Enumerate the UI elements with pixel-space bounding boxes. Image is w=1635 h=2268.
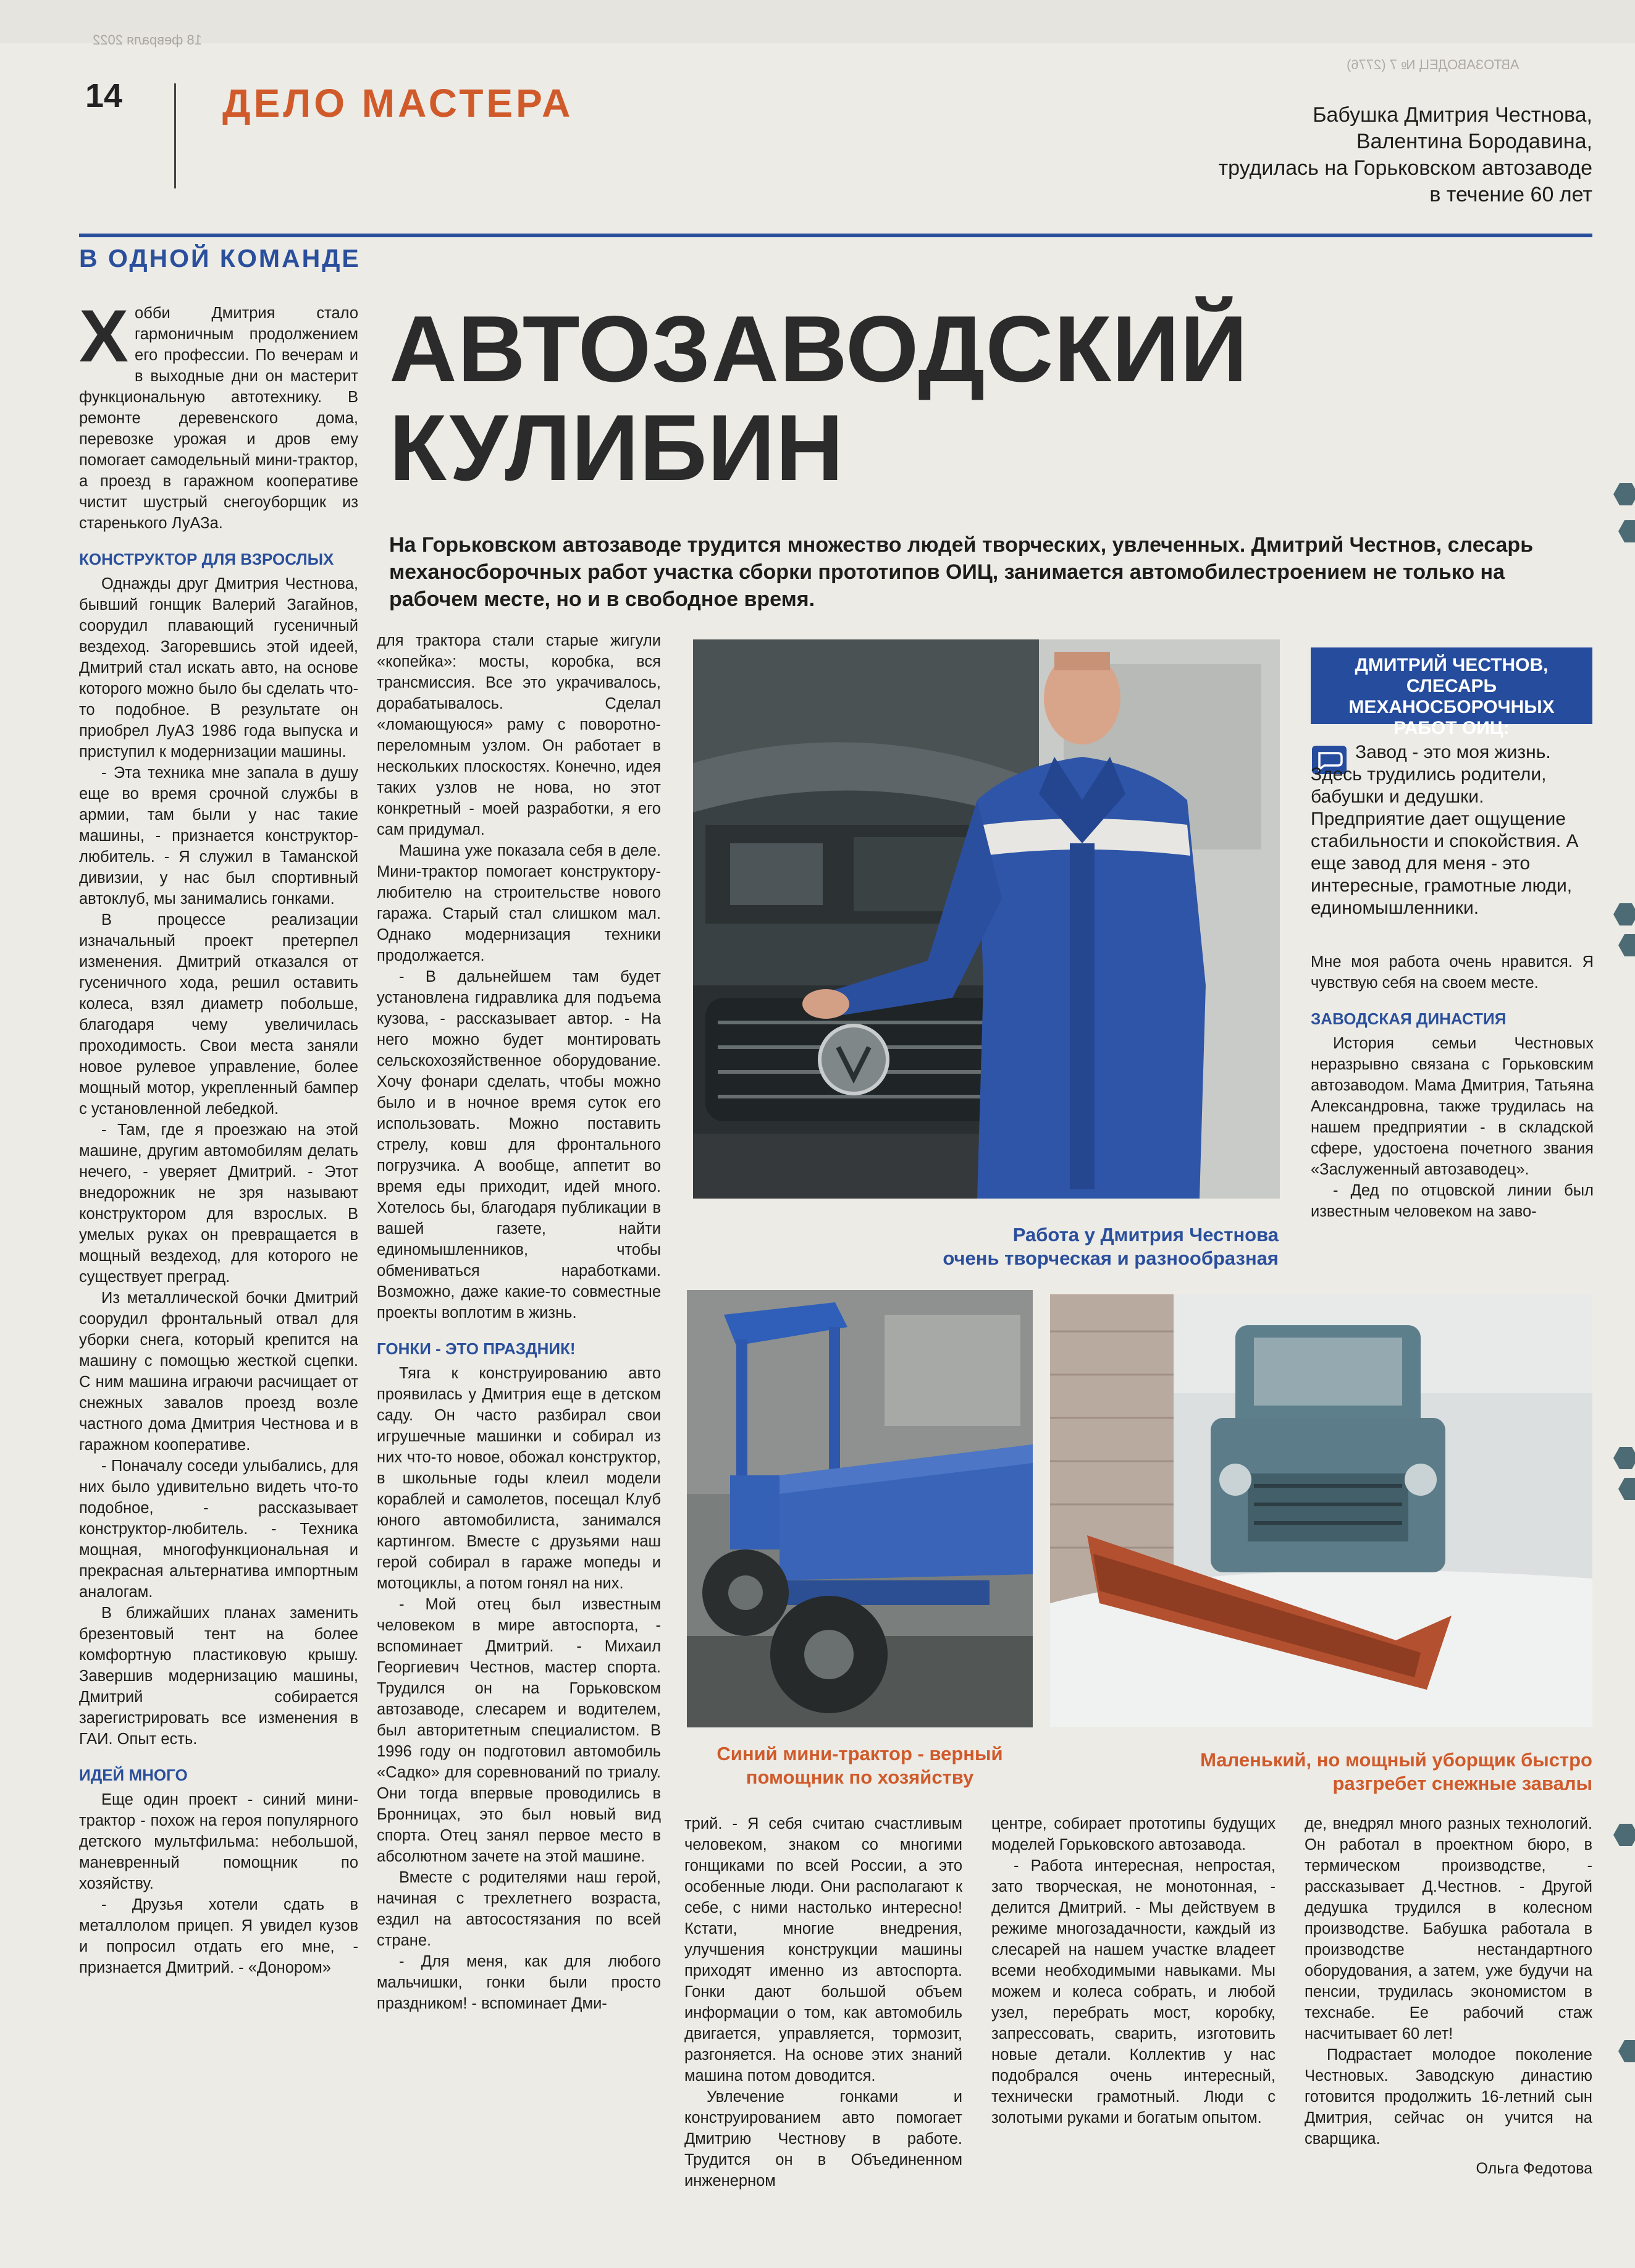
intro-paragraph: обби Дмитрия стало гармоничным продолжением его профессии. По вечерам и в выходные дни он мастерит функциональную автотехнику. В ремонте деревенского дома, перевозке урожая и дров ему помогает самодельный мини-трактор, а проезд в гаражном кооперативе чистит шустрый снегоуборщик из старенького ЛуАЗа.: [79, 305, 358, 532]
paragraph: История семьи Честновых неразрывно связана с Горьковским автозаводом. Мама Дмитрия, Татьяна Александровна, также трудилась на нашем предприятии - в складской сфере, удостоена почетного звания «Заслуженный автозаводец».: [1311, 1035, 1594, 1178]
tractor-photo: [687, 1290, 1033, 1727]
margin-hex-decoration: [1613, 1446, 1635, 1470]
header-quote: [1050, 102, 1592, 208]
quote-tail: Мне моя работа очень нравится. Я чувствую себя на своем месте.: [1311, 953, 1594, 992]
paragraph: Тяга к конструированию авто проявилась у Дмитрия еще в детском саду. Он часто разбирал свои игрушечные машинки и собирал из них что-то новое, обожал конструктор, в школьные годы клеил модели кораблей и самолетов, посещал Клуб юного автомобилиста, занимался картингом. Вместе с друзьями наш герой собирал в гараже мопеды и мотоциклы, а потом гонял на них.: [377, 1365, 661, 1592]
column-5: [1305, 1813, 1592, 2179]
top-strip-right: АВТОЗАВОДЕЦ № 7 (2776): [1347, 57, 1519, 72]
rubric: В ОДНОЙ КОМАНДЕ: [79, 244, 361, 272]
sidebar-quote-box: [1311, 647, 1592, 738]
paragraph: - Поначалу соседи улыбались, для них было удивительно видеть что-то подобное, - рассказывает конструктор-любитель. - Техника мощная, многофункциональная и прекрасная альтернатива импортным аналогам.: [79, 1457, 358, 1601]
paragraph: Увлечение гонками и конструированием авто помогает Дмитрию Честнову в работе. Трудится он в Объединенном инженерном: [684, 2088, 962, 2190]
sidebar-quote: Завод - это моя жизнь. Здесь трудились родители, бабушки и дедушки. Предприятие дает ощущение стабильности и спокойствия. А еще завод для меня - это интересные, грамотные люди, единомышленники.: [1311, 742, 1579, 918]
main-photo-illustration: [693, 639, 1280, 1199]
main-photo-caption: [698, 1223, 1279, 1270]
subhead-constructor: КОНСТРУКТОР ДЛЯ ВЗРОСЛЫХ: [79, 550, 334, 568]
paragraph: центре, собирает прототипы будущих моделей Горьковского автозавода.: [991, 1815, 1276, 1853]
section-title: ДЕЛО МАСТЕРА: [222, 81, 574, 125]
column-1: [79, 295, 358, 1978]
paragraph: Однажды друг Дмитрия Честнова, бывший гонщик Валерий Загайнов, соорудил плавающий гусеничный вездеход. Загоревшись этой идеей, Дмитрий стал искать авто, на основе которого можно было бы сделать что-то подобное. В результате он приобрел ЛуАЗ 1986 года выпуска и приступил к модернизации машины.: [79, 575, 358, 761]
header-rule: [79, 234, 1592, 237]
paragraph: - Там, где я проезжаю на этой машине, другим автомобилям делать нечего, - уверяет Дмитрий. - Этот внедорожник не зря называют конструктором для взрослых. В умелых руках он превращается в мощный вездеход, для которого не существует преград.: [79, 1121, 358, 1286]
paragraph: для трактора стали старые жигули «копейка»: мосты, коробка, вся трансмиссия. Все это украчивалось, дорабатывалось. Сделал «ломающуюся» раму с поворотно-переломным узлом. Он работает в нескольких плоскостях. Конечно, идея таких узлов не нова, но этот конкретный - моей разработки, я его сам придумал.: [377, 632, 661, 838]
caption-line: Синий мини-трактор - верный: [717, 1743, 1003, 1764]
header-quote-line: в течение 60 лет: [1429, 183, 1592, 206]
margin-hex-decoration: [1618, 519, 1635, 544]
paragraph: - Мой отец был известным человеком в мире автоспорта, - вспоминает Дмитрий. - Михаил Георгиевич Честнов, мастер спорта. Трудился он на Горьковском автозаводе, слесарем и водителем, был авторитетным специалистом. В 1996 году он подготовил автомобиль «Садко» для соревнований по триалу. Они тогда впервые проводились в Бронницах, это был новый вид спорта. Отец занял первое место в абсолютном зачете на этой машине.: [377, 1596, 661, 1865]
paragraph: В ближайших планах заменить брезентовый тент на более комфортную пластиковую крышу. Завершив модернизацию машины, Дмитрий собирается зарегистрировать все изменения в ГАИ. Опыт есть.: [79, 1604, 358, 1748]
lead: На Горьковском автозаводе трудится множество людей творческих, увлеченных. Дмитрий Честнов, слесарь механосборочных работ участка сборки прототипов ОИЦ, занимается автомобилестроением не только на рабочем месте, но и в свободное время.: [389, 533, 1534, 611]
subhead-racing: ГОНКИ - ЭТО ПРАЗДНИК!: [377, 1339, 576, 1358]
paragraph: трий. - Я себя считаю счастливым человеком, знаком со многими гонщиками по всей России, а это особенные люди. Они располагают к себе, с ними настолько интересно! Кстати, многие внедрения, улучшения конструкции машины приходят именно из автоспорта. Гонки дают большой объем информации о том, как автомобиль двигается, управляется, тормозит, разгоняется. На основе этих знаний машина потом доводится.: [684, 1815, 962, 2085]
caption-line: Работа у Дмитрия Честнова: [1012, 1224, 1279, 1246]
margin-hex-decoration: [1613, 902, 1635, 927]
margin-hex-decoration: [1618, 2039, 1635, 2064]
headline-line: АВТОЗАВОДСКИЙ: [389, 297, 1248, 402]
caption-line: очень творческая и разнообразная: [943, 1247, 1279, 1269]
caption-line: разгребет снежные завалы: [1332, 1773, 1592, 1794]
paragraph: Из металлической бочки Дмитрий соорудил фронтальный отвал для уборки снега, который крепится на машину с помощью жесткой сцепки. С ним машина играючи расчищает от снежных завалов проезд возле частного дома Дмитрия Честнова и в гаражном кооперативе.: [79, 1289, 358, 1454]
snowplow-photo: [1050, 1294, 1592, 1727]
author-signature: Ольга Федотова: [1476, 2160, 1592, 2177]
header-divider: [174, 83, 176, 188]
paragraph: де, внедрял много разных технологий. Он работал в проектном бюро, в термическом производстве, - рассказывает Д.Честнов. - Другой дедушка трудился в колесном производстве. Бабушка работала в производстве нестандартного оборудования, а затем, уже будучи на пенсии, трудилась экономистом в техснабе. Ее рабочий стаж насчитывает 60 лет!: [1305, 1815, 1592, 2042]
headline-line: КУЛИБИН: [389, 395, 844, 500]
paragraph: Вместе с родителями наш герой, начиная с трехлетнего возраста, ездил на автосостязания по всей стране.: [377, 1869, 661, 1949]
dropcap: Х: [79, 295, 129, 377]
paragraph: В процессе реализации изначальный проект претерпел изменения. Дмитрий отказался от гусеничного хода, решил оставить колеса, взял диаметр побольше, благодаря чему увеличилась проходимость. Свои места заняли новое рулевое управление, более мощный мотор, укрепленный бампер с установленной лебедкой.: [79, 911, 358, 1118]
header-quote-line: Бабушка Дмитрия Честнова,: [1313, 103, 1592, 127]
snowplow-caption: [1050, 1748, 1592, 1795]
snowplow-illustration: [1050, 1294, 1592, 1727]
headline: [389, 297, 1248, 500]
paragraph: Подрастает молодое поколение Честновых. Заводскую династию готовится продолжить 16-летний сын Дмитрия, сейчас он учится на сварщика.: [1305, 2046, 1592, 2148]
paragraph: - Друзья хотели сдать в металлолом прицеп. Я увидел кузов и попросил отдать его мне, - признается Дмитрий. - «Донором»: [79, 1896, 358, 1976]
sidebar-box-title: ДМИТРИЙ ЧЕСТНОВ, СЛЕСАРЬ МЕХАНОСБОРОЧНЫХ РАБОТ ОИЦ:: [1348, 655, 1555, 738]
top-strip-left: 18 февраля 2022: [93, 32, 202, 48]
paragraph: - Для меня, как для любого мальчишки, гонки были просто праздником! - вспоминает Дми-: [377, 1953, 661, 2012]
main-photo: [693, 639, 1280, 1199]
page-number: 14: [85, 77, 123, 114]
header-quote-line: Валентина Бородавина,: [1356, 130, 1592, 153]
paragraph: Еще один проект - синий мини-трактор - похож на героя популярного детского мультфильма: небольшой, маневренный помощник по хозяйству.: [79, 1791, 358, 1892]
paragraph: - Работа интересная, непростая, зато творческая, не монотонная, - делится Дмитрий. - Мы действуем в режиме многозадачности, каждый из слесарей на нашем участке владеет всеми необходимыми навыками. Мы можем и колеса собрать, и любой узел, перебрать мост, коробку, запрессовать, сварить, изготовить новые детали. Коллектив у нас подобрался очень интересный, технически грамотный. Люди с золотыми руками и богатым опытом.: [991, 1857, 1276, 2127]
margin-hex-decoration: [1613, 482, 1635, 507]
paragraph: Машина уже показала себя в деле. Мини-трактор помогает конструктору-любителю на строительстве нового гаража. Старый стал слишком мал. Однако модернизация техники продолжается.: [377, 842, 661, 964]
subhead-ideas: ИДЕЙ МНОГО: [79, 1766, 188, 1784]
tractor-caption: [687, 1742, 1033, 1789]
paragraph: - Эта техника мне запала в душу еще во время срочной службы в армии, там были у нас такие машины, - признается конструктор-любитель. - Я служил в Таманской дивизии, у нас был спортивный автоклуб, мы занимались гонками.: [79, 764, 358, 908]
subhead-dynasty: ЗАВОДСКАЯ ДИНАСТИЯ: [1311, 1010, 1507, 1028]
header-quote-line: трудилась на Горьковском автозаводе: [1218, 156, 1592, 180]
caption-line: помощник по хозяйству: [746, 1766, 974, 1788]
caption-line: Маленький, но мощный уборщик быстро: [1200, 1749, 1592, 1771]
column-4: [991, 1813, 1276, 2128]
margin-hex-decoration: [1613, 1823, 1635, 1847]
sidebar-column: [1311, 951, 1594, 1222]
margin-hex-decoration: [1618, 1477, 1635, 1501]
column-2: [377, 630, 661, 2014]
paragraph: - Дед по отцовской линии был известным человеком на заво-: [1311, 1182, 1594, 1220]
margin-hex-decoration: [1618, 933, 1635, 958]
tractor-illustration: [687, 1290, 1033, 1727]
paragraph: - В дальнейшем там будет установлена гидравлика для подъема кузова, - рассказывает автор. - На него можно будет монтировать сельскохозяйственное оборудование. Хочу фонари сделать, чтобы можно было и в ночное время суток его использовать. Можно поставить стрелу, ковш для фронтального погрузчика. А вообще, аппетит во время еды приходит, идей много. Хотелось бы, благодаря публикации в вашей газете, найти единомышленников, чтобы обмениваться наработками. Возможно, даже какие-то совместные проекты воплотим в жизнь.: [377, 968, 661, 1322]
column-3: [684, 1813, 962, 2191]
